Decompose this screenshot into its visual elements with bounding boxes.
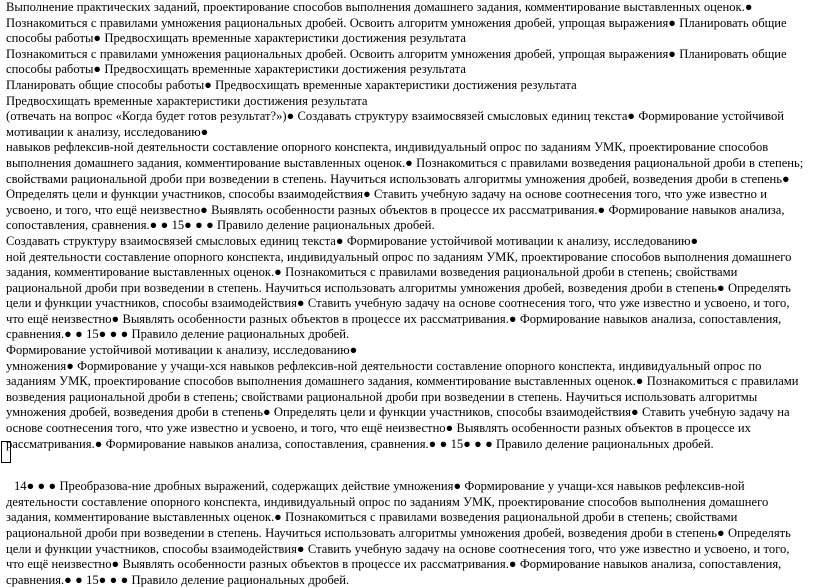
text-block-10: умножения● Формирование у учащи-хся навыков рефлексив-ной деятельности составление опорного конспекта, индивидуальный опрос по заданиям УМК, проектирование способов выполнения домашнего задания, комментирование выставленных оценок.● Познакомиться с правилами возведения рациональной дроби в степень; свойствами рациональной дроби при возведении в степень. Научиться использовать алгоритмы умножения дробей, возведения дроби в степень● Определять цели и функции участников, способы взаимодействия● Ставить учебную задачу на основе соотнесения того, что уже известно и усвоено, и того, что ещё неизвестно● Выявлять особенности разных объектов в процессе их рассматривания.● Формирование навыков анализа, сопоставления, сравнения.● ● 15● ● ● Правило деление рациональных дробей. [6, 358, 799, 451]
text-block-5: (отвечать на вопрос «Когда будет готов результат?»)● Создавать структуру взаимосвязей смысловых единиц текста● Формирование устойчивой мотивации к анализу, исследованию● [6, 109, 785, 139]
text-block-11: 14● ● ● Преобразова-ние дробных выражений, содержащих действие умножения● Формирование у учащи-хся навыков рефлексив-ной деятельности составление опорного конспекта, индивидуальный опрос по заданиям УМК, проектирование способов выполнения домашнего задания, комментирование выставленных оценок.● Познакомиться с правилами возведения рациональной дроби в степень; свойствами рациональной дроби при возведении в степень. Научиться использовать алгоритмы умножения дробей, возведения дроби в степень● Определять цели и функции участников, способы взаимодействия● Ставить учебную задачу на основе соотнесения того, что уже известно и усвоено, и того, что ещё неизвестно● Выявлять особенности разных объектов в процессе их рассматривания.● Формирование навыков анализа, сопоставления, сравнения.● ● 15● ● ● Правило деление рациональных дробей. [6, 479, 791, 587]
text-block-1: Выполнение практических заданий, проектирование способов выполнения домашнего задания, комментирование выставленных оценок.● Познакомиться с правилами умножения рациональных дробей. Освоить алгоритм умножения дробей, упрощая выражения● Планировать общие способы работы● Предвосхищать временные характеристики достижения результата [6, 0, 787, 46]
text-block-9: Формирование устойчивой мотивации к анализу, исследованию● [6, 343, 358, 358]
text-block-2: Познакомиться с правилами умножения рациональных дробей. Освоить алгоритм умножения дробей, упрощая выражения● Планировать общие способы работы● Предвосхищать временные характеристики достижения результата [6, 46, 787, 77]
text-block-4: Предвосхищать временные характеристики достижения результата [6, 93, 368, 108]
text-block-7: Создавать структуру взаимосвязей смысловых единиц текста● Формирование устойчивой мотивации к анализу, исследованию● [6, 233, 699, 248]
table-cell-border [1, 441, 11, 463]
text-block-3: Планировать общие способы работы● Предвосхищать временные характеристики достижения результата [6, 77, 577, 92]
text-block-8: ной деятельности составление опорного конспекта, индивидуальный опрос по заданиям УМК, проектирование способов выполнения домашнего задания, комментирование выставленных оценок.● Познакомиться с правилами возведения рациональной дроби в степень; свойствами рациональной дроби при возведении в степень. Научиться использовать алгоритмы умножения дробей, возведения дроби в степень● Определять цели и функции участников, способы взаимодействия● Ставить учебную задачу на основе соотнесения того, что уже известно и усвоено, и того, что ещё неизвестно● Выявлять особенности разных объектов в процессе их рассматривания.● Формирование навыков анализа, сопоставления, сравнения.● ● 15● ● ● Правило деление рациональных дробей. [6, 249, 792, 342]
text-block-6: навыков рефлексив-ной деятельности составление опорного конспекта, индивидуальный опрос по заданиям УМК, проектирование способов выполнения домашнего задания, комментирование выставленных оценок.● Познакомиться с правилами возведения рациональной дроби в степень; свойствами рациональной дроби при возведении в степень. Научиться использовать алгоритмы умножения дробей, возведения дроби в степень● Определять цели и функции участников, способы взаимодействия● Ставить учебную задачу на основе соотнесения того, что уже известно и усвоено, и того, что ещё неизвестно● Выявлять особенности разных объектов в процессе их рассматривания.● Формирование навыков анализа, сопоставления, сравнения.● ● 15● ● ● Правило деление рациональных дробей. [6, 140, 804, 233]
